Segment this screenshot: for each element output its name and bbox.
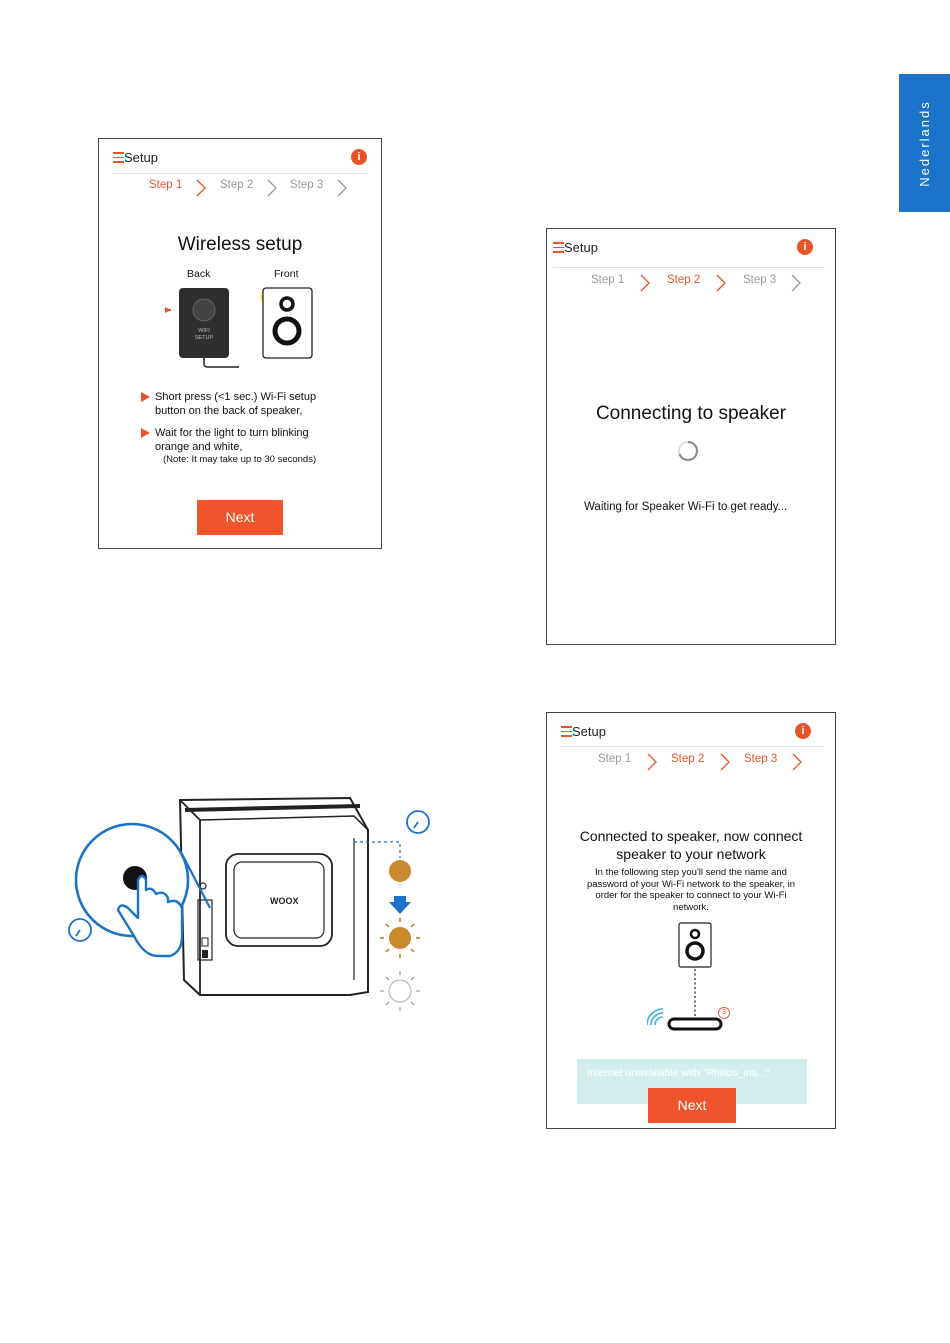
info-icon[interactable]: i: [795, 723, 811, 739]
instruction-1: Short press (<1 sec.) Wi-Fi setup button on the back of speaker,: [141, 390, 341, 418]
chevron-right-icon: [645, 752, 659, 772]
header-title: Setup: [564, 240, 598, 255]
hamburger-menu-icon[interactable]: [113, 152, 124, 162]
screen-title: Connected to speaker, now connect speaker to your network: [579, 828, 803, 862]
internet-unavailable-toast: Internet unavailable with "Philips_ins...": [577, 1059, 807, 1104]
chevron-right-icon: [789, 273, 803, 293]
step-indicator: [598, 753, 818, 775]
header-divider: [113, 173, 367, 174]
brand-logo: WOOX: [270, 896, 299, 906]
chevron-right-icon: [265, 178, 279, 198]
language-tab: [899, 74, 950, 212]
stopwatch-icon: [407, 811, 429, 833]
header-divider: [553, 267, 825, 268]
instruction-note: (Note: It may take up to 30 seconds): [163, 454, 317, 465]
chevron-right-icon: [718, 752, 732, 772]
step-1-label[interactable]: Step 1: [591, 274, 625, 286]
wifi-setup-button-label: WIFI SETUP: [194, 328, 214, 341]
step-3-label[interactable]: Step 3: [290, 179, 324, 191]
chevron-right-icon: [194, 178, 208, 198]
loading-spinner-icon: [677, 440, 699, 462]
header-title: Setup: [124, 150, 158, 165]
instruction-2: Wait for the light to turn blinking orange and white,: [141, 426, 341, 454]
screen-title: Wireless setup: [177, 234, 303, 255]
app-header: [113, 149, 367, 171]
speaker-front-illustration: [254, 282, 316, 360]
step-3-label[interactable]: Step 3: [743, 274, 777, 286]
next-button[interactable]: Next: [197, 500, 283, 535]
back-label: Back: [187, 268, 211, 280]
chevron-right-icon: [335, 178, 349, 198]
step-2-label[interactable]: Step 2: [667, 274, 701, 286]
chevron-right-icon: [790, 752, 804, 772]
step-indicator: [149, 179, 359, 201]
info-icon[interactable]: i: [351, 149, 367, 165]
step-2-label[interactable]: Step 2: [220, 179, 254, 191]
header-divider: [561, 746, 823, 747]
language-tab-label: Nederlands: [917, 99, 932, 187]
next-button[interactable]: Next: [648, 1088, 736, 1123]
hamburger-menu-icon[interactable]: [561, 726, 572, 736]
status-text: Waiting for Speaker Wi-Fi to get ready...: [584, 501, 788, 513]
header-title: Setup: [572, 724, 606, 739]
step-2-label[interactable]: Step 2: [671, 753, 705, 765]
wireless-setup-screen: [98, 138, 382, 549]
screen-description: In the following step you'll send the name and password of your Wi-Fi network to the speaker, in order for the speaker to connect to your Wi-Fi network.: [586, 867, 796, 913]
screen-title: Connecting to speaker: [595, 403, 787, 424]
step-3-label[interactable]: Step 3: [744, 753, 778, 765]
front-label: Front: [274, 268, 299, 280]
hamburger-menu-icon[interactable]: [553, 242, 564, 252]
speaker-router-illustration: [647, 921, 747, 1037]
step-indicator: [591, 274, 811, 296]
info-icon[interactable]: i: [797, 239, 813, 255]
step-1-label[interactable]: Step 1: [149, 179, 183, 191]
stopwatch-icon: [69, 919, 91, 941]
chevron-right-icon: [714, 273, 728, 293]
connecting-screen: [546, 228, 836, 645]
app-header: [553, 239, 813, 261]
router-badge: 3: [722, 1009, 726, 1016]
app-header: [561, 723, 811, 745]
step-1-label[interactable]: Step 1: [598, 753, 632, 765]
connect-network-screen: [546, 712, 836, 1129]
chevron-right-icon: [638, 273, 652, 293]
press-wifi-button-illustration: [60, 790, 440, 1030]
